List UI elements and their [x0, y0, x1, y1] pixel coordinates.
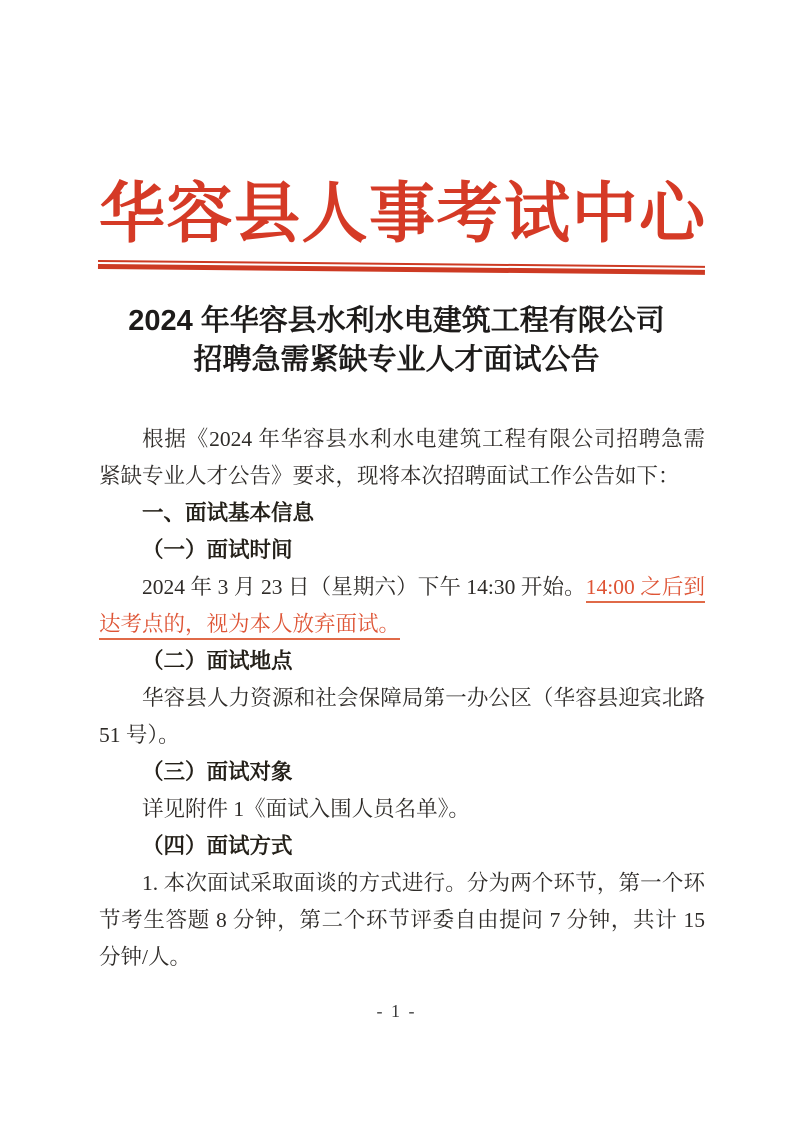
late-arrival-warning-text: 14:00 之后到达考点的，视为本人放弃面试。 [99, 575, 705, 640]
letterhead-rule [98, 260, 705, 275]
document-title [0, 302, 793, 380]
letterhead-character: 华 [99, 178, 165, 251]
document-title-line2: 招聘急需紧缺专业人才面试公告 [193, 344, 600, 376]
interview-time-paragraph [99, 569, 705, 643]
letterhead-character: 中 [571, 178, 638, 251]
intro-paragraph: 根据《2024 年华容县水利水电建筑工程有限公司招聘急需紧缺专业人才公告》要求，现将本次招聘面试工作公告如下： [99, 427, 705, 488]
document-title-line1: 2024 年华容县水利水电建筑工程有限公司 [128, 305, 665, 337]
section-heading-basic-info: 一、面试基本信息 [142, 501, 315, 525]
interview-location-paragraph: 华容县人力资源和社会保障局第一办公区（华容县迎宾北路 51 号）。 [99, 686, 705, 747]
subsection-heading-interview-location: （二）面试地点 [142, 649, 293, 673]
subsection-heading-interview-method: （四）面试方式 [142, 834, 293, 858]
letterhead-title [99, 174, 705, 258]
subsection-heading-interview-time: （一）面试时间 [142, 538, 293, 562]
interview-time-text: 2024 年 3 月 23 日（星期六）下午 14:30 开始。 [142, 575, 586, 599]
page-number: - 1 - [376, 1001, 417, 1021]
letterhead-character: 试 [504, 178, 570, 251]
letterhead-character: 考 [436, 178, 503, 251]
letterhead-character: 事 [369, 178, 435, 251]
subsection-heading-interview-candidates: （三）面试对象 [142, 760, 293, 784]
letterhead-character: 人 [301, 178, 368, 251]
interview-candidates-paragraph: 详见附件 1《面试入围人员名单》。 [142, 797, 470, 821]
document-body [99, 421, 705, 976]
letterhead-character: 心 [639, 178, 705, 251]
interview-method-paragraph: 1. 本次面试采取面谈的方式进行。分为两个环节，第一个环节考生答题 8 分钟，第二个环节评委自由提问 7 分钟，共计 15 分钟/人。 [99, 871, 705, 969]
letterhead-character: 县 [234, 178, 300, 251]
letterhead-character: 容 [166, 178, 233, 251]
